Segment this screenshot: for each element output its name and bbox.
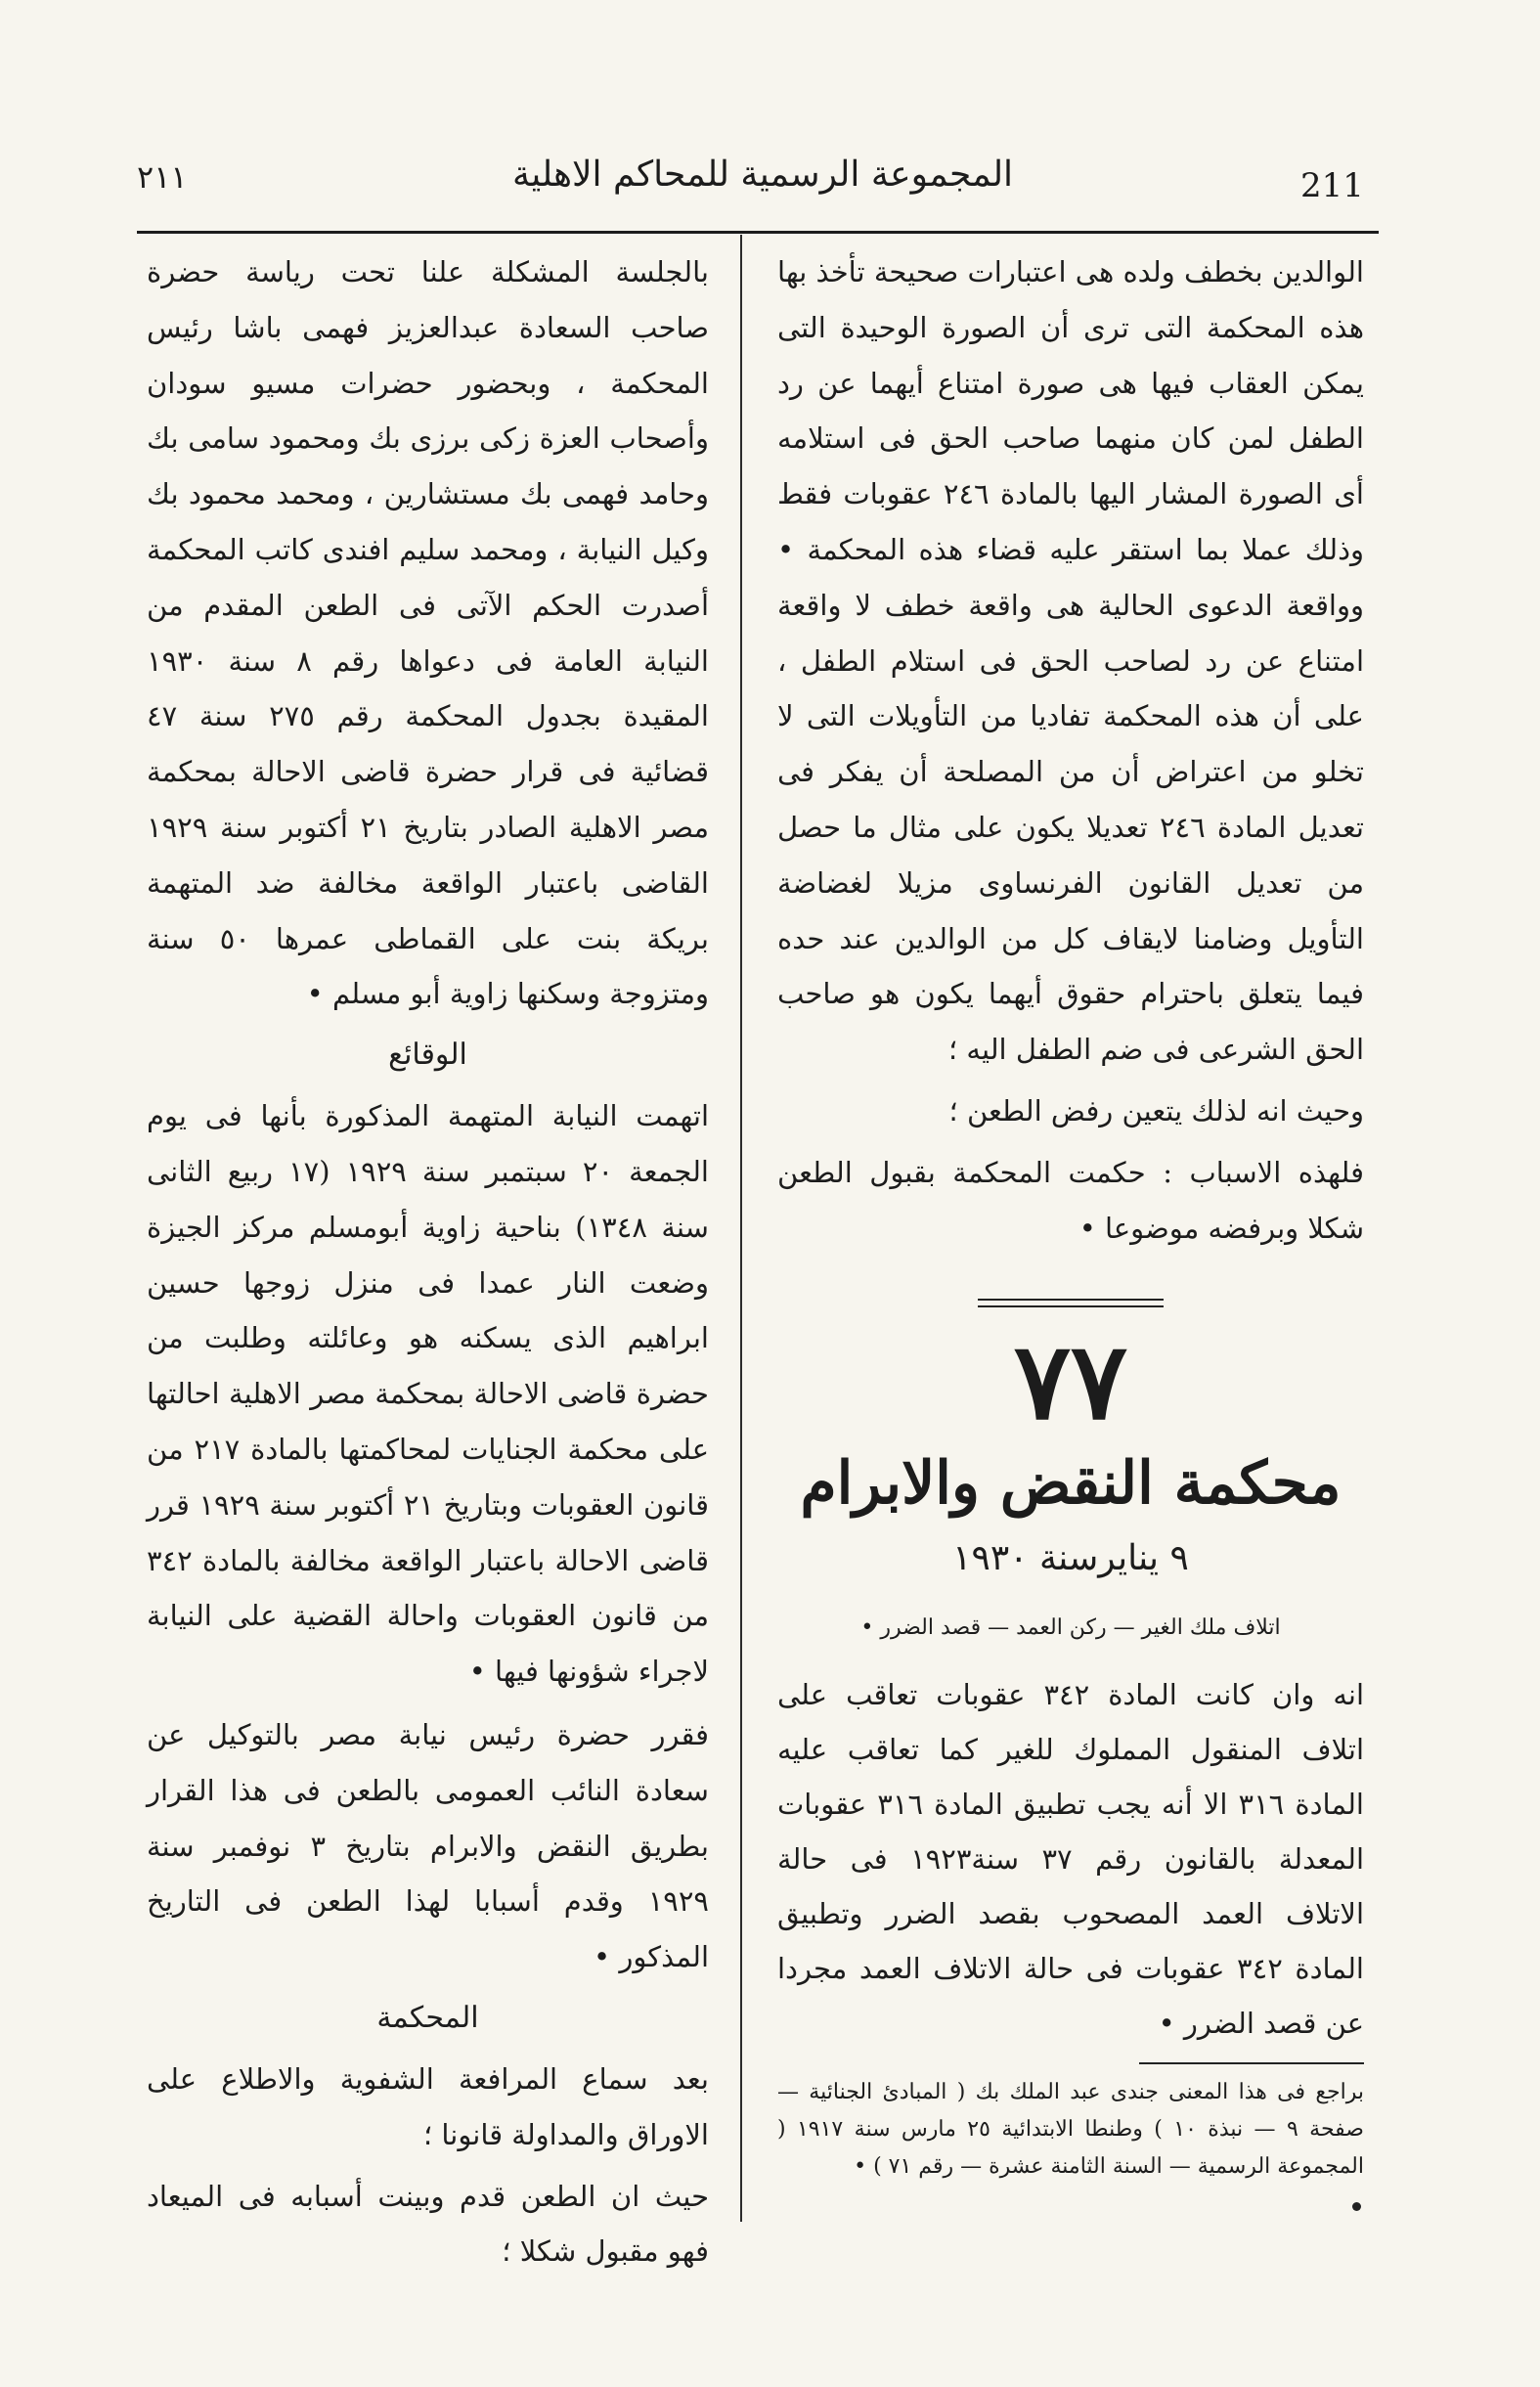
- right-column: [777, 244, 1364, 2186]
- session-intro: بالجلسة المشكلة علنا تحت رياسة حضرة صاحب السعادة عبدالعزيز فهمى باشا رئيس المحكمة ، وبحضور حضرات مسيو سودان وأصحاب العزة زكى برزى بك ومحمود سامى بك وحامد فهمى بك مستشارين ، ومحمد محمود بك وكيل النيابة ، ومحمد سليم افندى كاتب المحكمة أصدرت الحكم الآتى فى الطعن المقدم من النيابة العامة فى دعواها رقم ٨ سنة ١٩٣٠ المقيدة بجدول المحكمة رقم ٢٧٥ سنة ٤٧ قضائية فى قرار حضرة قاضى الاحالة بمحكمة مصر الاهلية الصادر بتاريخ ٢١ أكتوبر سنة ١٩٢٩ القاضى باعتبار الواقعة مخالفة ضد المتهمة بريكة بنت على القماطى عمرها ٥٠ سنة ومتزوجة وسكنها زاوية أبو مسلم •: [147, 255, 709, 1011]
- ruling-paragraph: فلهذه الاسباب : حكمت المحكمة بقبول الطعن شكلا وبرفضه موضوعا •: [777, 1155, 1364, 1245]
- facts-paragraph: اتهمت النيابة المتهمة المذكورة بأنها فى يوم الجمعة ٢٠ سبتمبر سنة ١٩٢٩ (١٧ ربيع الثانى سنة ١٣٤٨) بناحية زاوية أبومسلم مركز الجيزة وضعت النار عمدا فى منزل زوجها حسين ابراهيم الذى يسكنه هو وعائلته وطلبت من حضرة قاضى الاحالة بمحكمة مصر الاهلية احالتها على محكمة الجنايات لمحاكمتها بالمادة ٢١٧ من قانون العقوبات وبتاريخ ٢١ أكتوبر سنة ١٩٢٩ قرر قاضى الاحالة باعتبار الواقعة مخالفة بالمادة ٣٤٢ من قانون العقوبات واحالة القضية على النيابة لاجراء شؤونها فيها •: [147, 1099, 710, 1689]
- footnote: براجع فى هذا المعنى جندى عبد الملك بك ( المبادئ الجنائية — صفحة ٩ — نبذة ١٠ ) وطنطا الابتدائية ٢٥ مارس سنة ١٩١٧ ( المجموعة الرسمية — السنة الثامنة عشرة — رقم ٧١ ) •: [777, 2080, 1364, 2180]
- court-heading: المحكمة: [376, 2000, 479, 2035]
- court-paragraph-2: حيث ان الطعن قدم وبينت أسبابه فى الميعاد فهو مقبول شكلا ؛: [147, 2179, 709, 2269]
- page-header: [137, 147, 1388, 215]
- running-title: المجموعة الرسمية للمحاكم الاهلية: [511, 155, 1014, 195]
- court-paragraph-1: بعد سماع المرافعة الشفوية والاطلاع على الاوراق والمداولة قانونا ؛: [147, 2061, 709, 2151]
- column-divider: [740, 235, 742, 2222]
- header-rule: [137, 231, 1379, 234]
- rejection-paragraph: وحيث انه لذلك يتعين رفض الطعن ؛: [948, 1093, 1364, 1127]
- decision-date: ٩ ينايرسنة ١٩٣٠: [952, 1538, 1189, 1579]
- judgment-continuation: الوالدين بخطف ولده هى اعتبارات صحيحة تأخذ بها هذه المحكمة التى ترى أن الصورة الوحيدة التى يمكن العقاب فيها هى صورة امتناع أيهما عن رد الطفل لمن كان منهما صاحب الحق فى استلامه أى الصورة المشار اليها بالمادة ٢٤٦ عقوبات فقط وذلك عملا بما استقر عليه قضاء هذه المحكمة • وواقعة الدعوى الحالية هى واقعة خطف لا واقعة امتناع عن رد لصاحب الحق فى استلام الطفل ، على أن هذه المحكمة تفاديا من التأويلات التى لا تخلو من اعتراض أن من المصلحة أن يفكر فى تعديل المادة ٢٤٦ تعديلا يكون على مثال ما حصل من تعديل القانون الفرنساوى مزيلا لغضاضة التأويل وضامنا لايقاف كل من الوالدين عند حده فيما يتعلق باحترام حقوق أيهما يكون هو صاحب الحق الشرعى فى ضم الطفل اليه ؛: [777, 255, 1365, 1067]
- case-number: ٧٧: [1013, 1320, 1127, 1444]
- case-keywords: اتلاف ملك الغير — ركن العمد — قصد الضرر •: [860, 1615, 1281, 1641]
- court-name: محكمة النقض والابرام: [800, 1449, 1342, 1519]
- footnote-rule: [1139, 2062, 1364, 2064]
- appeal-paragraph: فقرر حضرة رئيس نيابة مصر بالتوكيل عن سعادة النائب العمومى بالطعن فى هذا القرار بطريق النقض والابرام بتاريخ ٣ نوفمبر سنة ١٩٢٩ وقدم أسبابا لهذا الطعن فى التاريخ المذكور •: [147, 1717, 709, 1974]
- ink-dot: [1352, 2202, 1361, 2211]
- section-separator: [978, 1299, 1164, 1307]
- facts-heading: الوقائع: [388, 1038, 467, 1073]
- legal-principle: انه وان كانت المادة ٣٤٢ عقوبات تعاقب على اتلاف المنقول المملوك للغير كما تعاقب عليه المادة ٣١٦ الا أنه يجب تطبيق المادة ٣١٦ عقوبات المعدلة بالقانون رقم ٣٧ سنة١٩٢٣ فى حالة الاتلاف العمد المصحوب بقصد الضرر وتطبيق المادة ٣٤٢ عقوبات فى حالة الاتلاف العمد مجردا عن قصد الضرر •: [777, 1678, 1365, 2041]
- page-number-latin: 211: [1300, 166, 1364, 205]
- page-number-arabic: ٢١١: [137, 158, 188, 196]
- left-column: [147, 244, 709, 2279]
